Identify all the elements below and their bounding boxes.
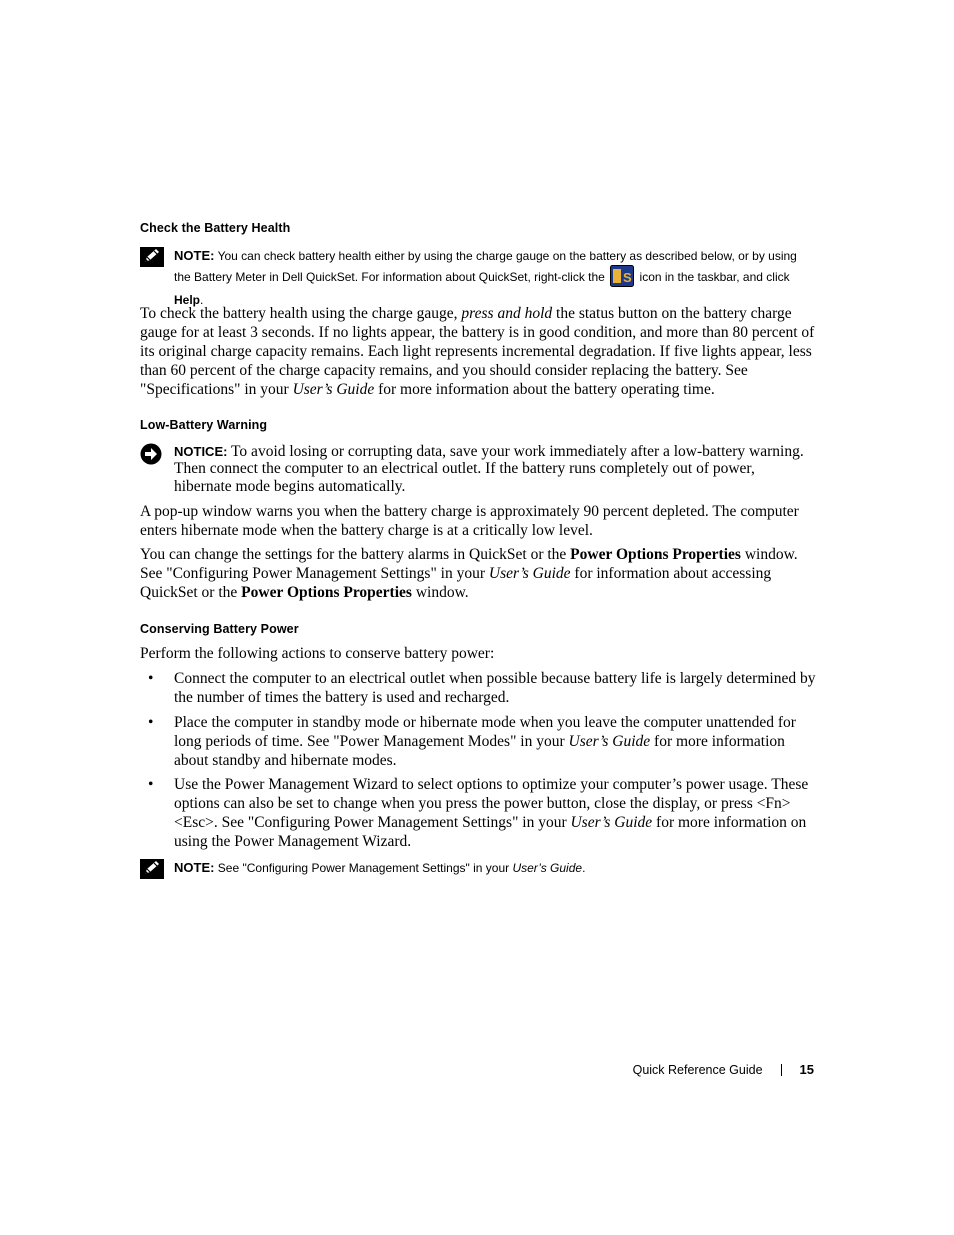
note-text: NOTE: You can check battery health either by using the charge gauge on the battery as described below, or by using the Battery Meter in Dell QuickSet. For information about QuickSet, right-click the S icon in the taskbar, and click Help. — [174, 248, 797, 307]
heading-check-battery-health: Check the Battery Health — [140, 221, 291, 235]
footer-title: Quick Reference Guide — [632, 1062, 763, 1077]
bullet-icon: • — [148, 714, 154, 731]
para-conserve-intro: Perform the following actions to conserve battery power: — [140, 645, 495, 662]
heading-low-battery-warning: Low-Battery Warning — [140, 418, 268, 432]
pencil-note-icon — [140, 247, 164, 272]
note-battery-health — [140, 247, 816, 309]
note-label: NOTE: — [174, 248, 215, 263]
list-item: • Use the Power Management Wizard to select options to optimize your computer’s power usage. These options can also be set to change when you press the power button, close the display, or press <Fn><Esc>. See "Configuring Power Management Settings" in your User’s Guide for more information on using the Power Management Wizard. — [148, 776, 809, 850]
note-label: NOTE: — [174, 860, 215, 875]
notice-arrow-icon — [140, 443, 162, 470]
note-power-settings — [140, 859, 816, 877]
page-number: 15 — [799, 1062, 814, 1077]
bullet-icon: • — [148, 670, 154, 687]
notice-low-battery — [140, 443, 816, 495]
list-item: • Connect the computer to an electrical outlet when possible because battery life is largely determined by the number of times the battery is used and recharged. — [148, 670, 816, 706]
bullet-icon: • — [148, 776, 154, 793]
notice-text: NOTICE: To avoid losing or corrupting data, save your work immediately after a low-battery warning. Then connect the computer to an electrical outlet. If the battery runs completely out of power, hibernate mode begins automatically. — [174, 443, 804, 495]
pencil-note-icon — [140, 859, 164, 884]
para-battery-alarms: You can change the settings for the battery alarms in QuickSet or the Power Options Properties window. See "Configuring Power Management Settings" in your User’s Guide for information about accessing QuickSet or the Power Options Properties window. — [140, 546, 798, 601]
footer-divider — [781, 1064, 782, 1076]
page-footer — [633, 1062, 814, 1077]
svg-text:S: S — [623, 270, 632, 285]
para-popup-warning: A pop-up window warns you when the battery charge is approximately 90 percent depleted. The computer enters hibernate mode when the battery charge is at a critically low level. — [140, 503, 799, 539]
list-item: • Place the computer in standby mode or hibernate mode when you leave the computer unattended for long periods of time. See "Power Management Modes" in your User’s Guide for more information about standby and hibernate modes. — [148, 714, 796, 769]
heading-conserving-battery-power: Conserving Battery Power — [140, 622, 299, 636]
notice-label: NOTICE: — [174, 444, 228, 459]
note-text: NOTE: See "Configuring Power Management Settings" in your User’s Guide. — [174, 860, 586, 875]
help-label: Help — [174, 293, 201, 307]
para-check-battery: To check the battery health using the charge gauge, press and hold the status button on the battery charge gauge for at least 3 seconds. If no lights appear, the battery is in good condition, and more than 80 percent of its original charge capacity remains. Each light represents incremental degradation. If five lights appear, less than 60 percent of the charge capacity remains, and you should consider replacing the battery. See "Specifications" in your User’s Guide for more information about the battery operating time. — [140, 305, 815, 398]
quickset-icon — [610, 265, 634, 292]
